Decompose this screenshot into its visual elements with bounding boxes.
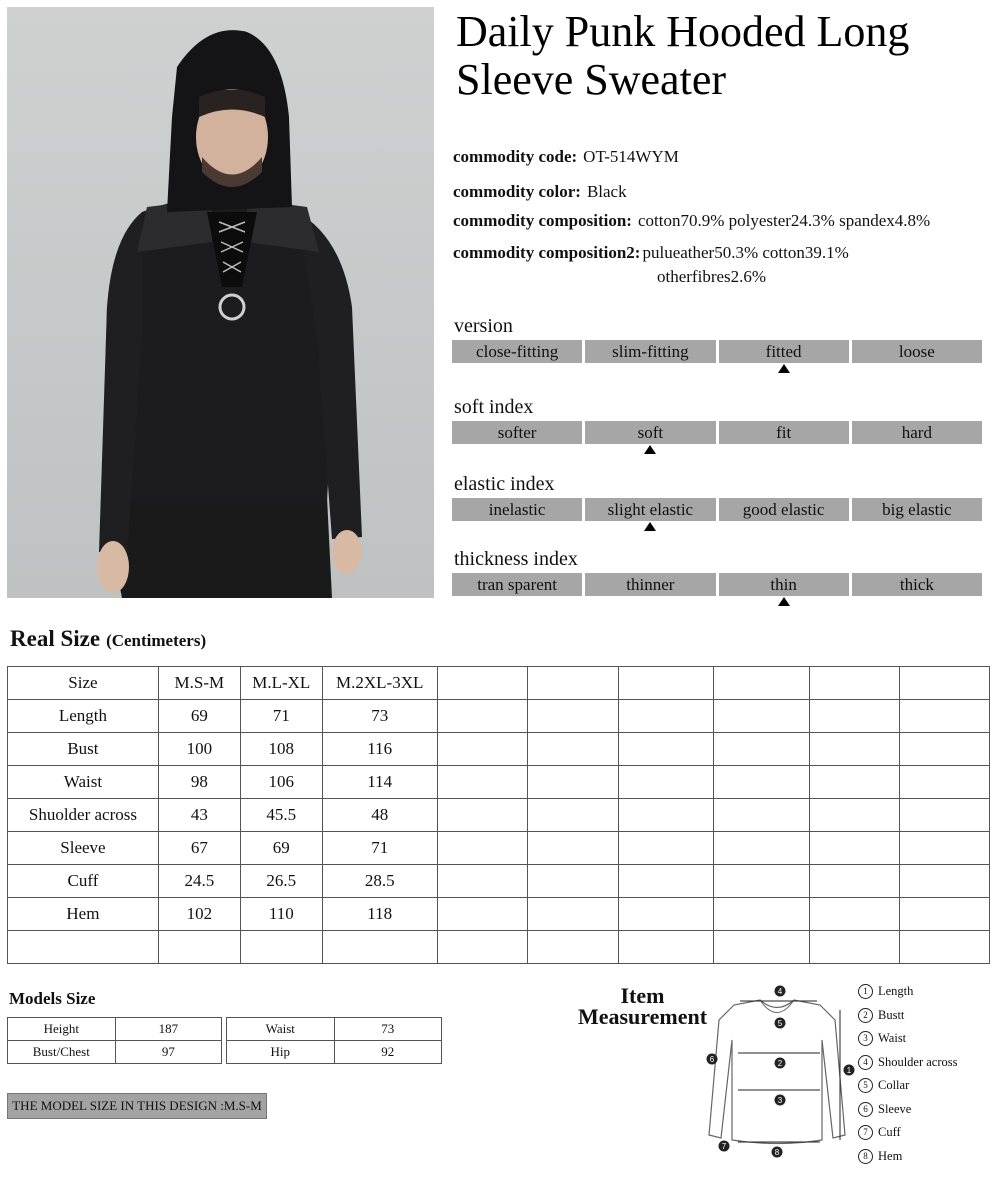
table-cell: Hem — [8, 898, 159, 931]
version-label: version — [454, 315, 513, 337]
table-cell — [810, 733, 900, 766]
table-cell — [810, 700, 900, 733]
table-row — [8, 733, 990, 766]
model-figure — [7, 7, 434, 598]
elastic-index-option: big elastic — [852, 498, 982, 521]
table-cell: 114 — [322, 766, 437, 799]
table-cell — [527, 667, 619, 700]
svg-text:3: 3 — [777, 1096, 783, 1105]
version-option: fitted — [719, 340, 849, 363]
table-cell: 67 — [158, 832, 240, 865]
table-cell — [900, 898, 990, 931]
table-cell — [437, 700, 527, 733]
table-cell: 100 — [158, 733, 240, 766]
table-cell — [437, 931, 527, 964]
table-cell — [810, 931, 900, 964]
table-row — [8, 1018, 222, 1041]
table-cell — [619, 832, 714, 865]
number-circle-icon: 1 — [858, 984, 873, 999]
elastic-index-option: slight elastic — [585, 498, 715, 521]
table-cell: 71 — [322, 832, 437, 865]
thickness-index-option: thinner — [585, 573, 715, 596]
spec-color-value: Black — [586, 182, 627, 201]
table-cell — [900, 700, 990, 733]
table-cell — [619, 700, 714, 733]
measurement-legend-item — [858, 1121, 958, 1145]
table-cell — [900, 931, 990, 964]
number-circle-icon: 8 — [858, 1149, 873, 1164]
table-cell — [900, 766, 990, 799]
table-cell — [619, 898, 714, 931]
product-photo — [7, 7, 434, 598]
elastic-index-label: elastic index — [454, 473, 555, 495]
measurement-legend-label: Sleeve — [878, 1101, 912, 1116]
table-cell — [810, 766, 900, 799]
spec-composition2 — [453, 243, 849, 263]
table-cell — [437, 865, 527, 898]
table-cell: 71 — [240, 700, 322, 733]
measurement-legend-label: Collar — [878, 1078, 910, 1093]
version-marker-icon — [778, 364, 790, 373]
svg-text:2: 2 — [777, 1059, 783, 1068]
soft-index-marker-icon — [644, 445, 656, 454]
thickness-index-label: thickness index — [454, 548, 578, 570]
table-cell — [619, 733, 714, 766]
item-measurement-title-line2: Measurement — [577, 1004, 708, 1029]
soft-index-option: fit — [719, 421, 849, 444]
measurement-legend-label: Cuff — [878, 1125, 901, 1140]
table-cell — [527, 832, 619, 865]
spec-color — [453, 182, 627, 202]
table-cell — [714, 799, 810, 832]
table-cell: 73 — [334, 1018, 441, 1041]
table-cell: Sleeve — [8, 832, 159, 865]
table-row — [227, 1018, 442, 1041]
real-size-title — [10, 626, 206, 652]
elastic-index-option: good elastic — [719, 498, 849, 521]
spec-composition2-label: commodity composition2: — [453, 243, 641, 262]
table-cell — [714, 700, 810, 733]
table-row — [8, 700, 990, 733]
table-row — [8, 865, 990, 898]
table-row — [8, 799, 990, 832]
number-circle-icon: 3 — [858, 1031, 873, 1046]
spec-composition2-value2: otherfibres2.6% — [657, 267, 767, 286]
table-cell — [158, 931, 240, 964]
real-size-heading: Real Size — [10, 626, 101, 651]
table-cell: Height — [8, 1018, 116, 1041]
table-cell: 26.5 — [240, 865, 322, 898]
measurement-legend-item — [858, 1004, 958, 1028]
table-cell — [619, 799, 714, 832]
table-cell — [437, 832, 527, 865]
table-cell: 24.5 — [158, 865, 240, 898]
table-cell: Bust/Chest — [8, 1041, 116, 1064]
table-cell — [437, 667, 527, 700]
table-header-cell: M.L-XL — [240, 667, 322, 700]
elastic-index-option: inelastic — [452, 498, 582, 521]
table-cell — [322, 931, 437, 964]
thickness-index-marker-icon — [778, 597, 790, 606]
version-option: loose — [852, 340, 982, 363]
version-option: slim-fitting — [585, 340, 715, 363]
table-cell — [437, 733, 527, 766]
table-cell: Cuff — [8, 865, 159, 898]
table-cell — [437, 766, 527, 799]
table-cell — [619, 766, 714, 799]
table-cell — [619, 865, 714, 898]
measurement-legend — [858, 980, 958, 1168]
table-cell — [527, 700, 619, 733]
table-cell: Bust — [8, 733, 159, 766]
table-cell: 116 — [322, 733, 437, 766]
spec-composition-label: commodity composition: — [453, 211, 632, 230]
table-cell — [527, 898, 619, 931]
elastic-index-marker-icon — [644, 522, 656, 531]
measurement-legend-label: Length — [878, 984, 914, 999]
models-size-title: Models Size — [9, 989, 96, 1008]
table-header-cell: Size — [8, 667, 159, 700]
measurement-legend-item — [858, 1051, 958, 1075]
thickness-index-option: thick — [852, 573, 982, 596]
table-cell: 73 — [322, 700, 437, 733]
number-circle-icon: 6 — [858, 1102, 873, 1117]
table-cell — [900, 832, 990, 865]
table-cell — [619, 667, 714, 700]
measurement-legend-label: Bustt — [878, 1007, 905, 1022]
models-size-table-left — [7, 1017, 222, 1064]
table-cell — [714, 898, 810, 931]
table-cell: Shuolder across — [8, 799, 159, 832]
measurement-legend-item — [858, 1027, 958, 1051]
svg-text:8: 8 — [774, 1148, 780, 1157]
product-title: Daily Punk Hooded Long Sleeve Sweater — [456, 7, 910, 104]
soft-index-label: soft index — [454, 396, 534, 418]
svg-text:1: 1 — [846, 1066, 852, 1075]
soft-index-option: hard — [852, 421, 982, 444]
version-option: close-fitting — [452, 340, 582, 363]
table-cell — [527, 766, 619, 799]
thickness-index-option: thin — [719, 573, 849, 596]
table-cell — [810, 799, 900, 832]
spec-composition-value: cotton70.9% polyester24.3% spandex4.8% — [637, 211, 931, 230]
model-size-note: THE MODEL SIZE IN THIS DESIGN :M.S-M — [7, 1093, 267, 1119]
table-cell — [810, 832, 900, 865]
table-row — [8, 931, 990, 964]
spec-color-label: commodity color: — [453, 182, 581, 201]
table-cell: 187 — [115, 1018, 221, 1041]
svg-text:4: 4 — [777, 987, 783, 996]
item-measurement-title-line1: Item — [620, 983, 665, 1008]
table-header-cell: M.2XL-3XL — [322, 667, 437, 700]
table-cell — [900, 733, 990, 766]
number-circle-icon: 4 — [858, 1055, 873, 1070]
table-cell — [8, 931, 159, 964]
table-cell: 98 — [158, 766, 240, 799]
table-cell: 97 — [115, 1041, 221, 1064]
table-cell — [527, 733, 619, 766]
table-cell: 69 — [240, 832, 322, 865]
table-cell — [900, 799, 990, 832]
table-cell — [714, 865, 810, 898]
soft-index-option: soft — [585, 421, 715, 444]
spec-composition2-value: pulueather50.3% cotton39.1% — [642, 243, 849, 262]
table-cell — [527, 931, 619, 964]
table-cell: 118 — [322, 898, 437, 931]
garment-diagram — [700, 980, 855, 1165]
table-row — [227, 1041, 442, 1064]
thickness-index-option: tran sparent — [452, 573, 582, 596]
table-cell: Waist — [8, 766, 159, 799]
table-cell: 43 — [158, 799, 240, 832]
measurement-legend-label: Waist — [878, 1031, 907, 1046]
measurement-legend-item — [858, 1098, 958, 1122]
table-cell — [810, 898, 900, 931]
table-cell: Hip — [227, 1041, 335, 1064]
measurement-legend-item — [858, 980, 958, 1004]
measurement-legend-label: Shoulder across — [878, 1054, 958, 1069]
table-cell — [714, 766, 810, 799]
real-size-table — [7, 666, 990, 964]
real-size-unit: (Centimeters) — [106, 631, 207, 650]
table-cell: 45.5 — [240, 799, 322, 832]
table-cell: Length — [8, 700, 159, 733]
table-cell — [527, 799, 619, 832]
table-row — [8, 832, 990, 865]
table-cell — [714, 832, 810, 865]
table-header-row — [8, 667, 990, 700]
table-cell: 110 — [240, 898, 322, 931]
number-circle-icon: 7 — [858, 1125, 873, 1140]
table-cell — [527, 865, 619, 898]
table-cell — [900, 865, 990, 898]
table-cell — [714, 733, 810, 766]
elastic-index-scale — [452, 498, 982, 521]
spec-code-label: commodity code: — [453, 147, 578, 166]
number-circle-icon: 5 — [858, 1078, 873, 1093]
table-cell — [240, 931, 322, 964]
svg-text:6: 6 — [709, 1055, 715, 1064]
models-size-table-right — [226, 1017, 442, 1064]
table-cell: Waist — [227, 1018, 335, 1041]
table-cell: 102 — [158, 898, 240, 931]
table-row — [8, 898, 990, 931]
measurement-legend-item — [858, 1145, 958, 1169]
spec-code-value: OT-514WYM — [583, 147, 679, 166]
svg-text:7: 7 — [721, 1142, 727, 1151]
table-cell — [437, 898, 527, 931]
table-cell — [619, 931, 714, 964]
spec-composition2-cont — [657, 267, 766, 287]
table-cell — [437, 799, 527, 832]
svg-text:5: 5 — [777, 1019, 783, 1028]
soft-index-scale — [452, 421, 982, 444]
table-cell — [810, 667, 900, 700]
measurement-legend-label: Hem — [878, 1148, 903, 1163]
table-header-cell: M.S-M — [158, 667, 240, 700]
table-cell — [714, 667, 810, 700]
table-cell: 69 — [158, 700, 240, 733]
spec-composition — [453, 211, 930, 231]
table-cell: 92 — [334, 1041, 441, 1064]
table-cell: 108 — [240, 733, 322, 766]
table-cell: 28.5 — [322, 865, 437, 898]
table-cell: 48 — [322, 799, 437, 832]
thickness-index-scale — [452, 573, 982, 596]
table-cell — [714, 931, 810, 964]
table-row — [8, 766, 990, 799]
soft-index-option: softer — [452, 421, 582, 444]
table-cell — [810, 865, 900, 898]
spec-code — [453, 147, 679, 167]
table-cell: 106 — [240, 766, 322, 799]
table-cell — [900, 667, 990, 700]
table-row — [8, 1041, 222, 1064]
measurement-legend-item — [858, 1074, 958, 1098]
number-circle-icon: 2 — [858, 1008, 873, 1023]
version-scale — [452, 340, 982, 363]
